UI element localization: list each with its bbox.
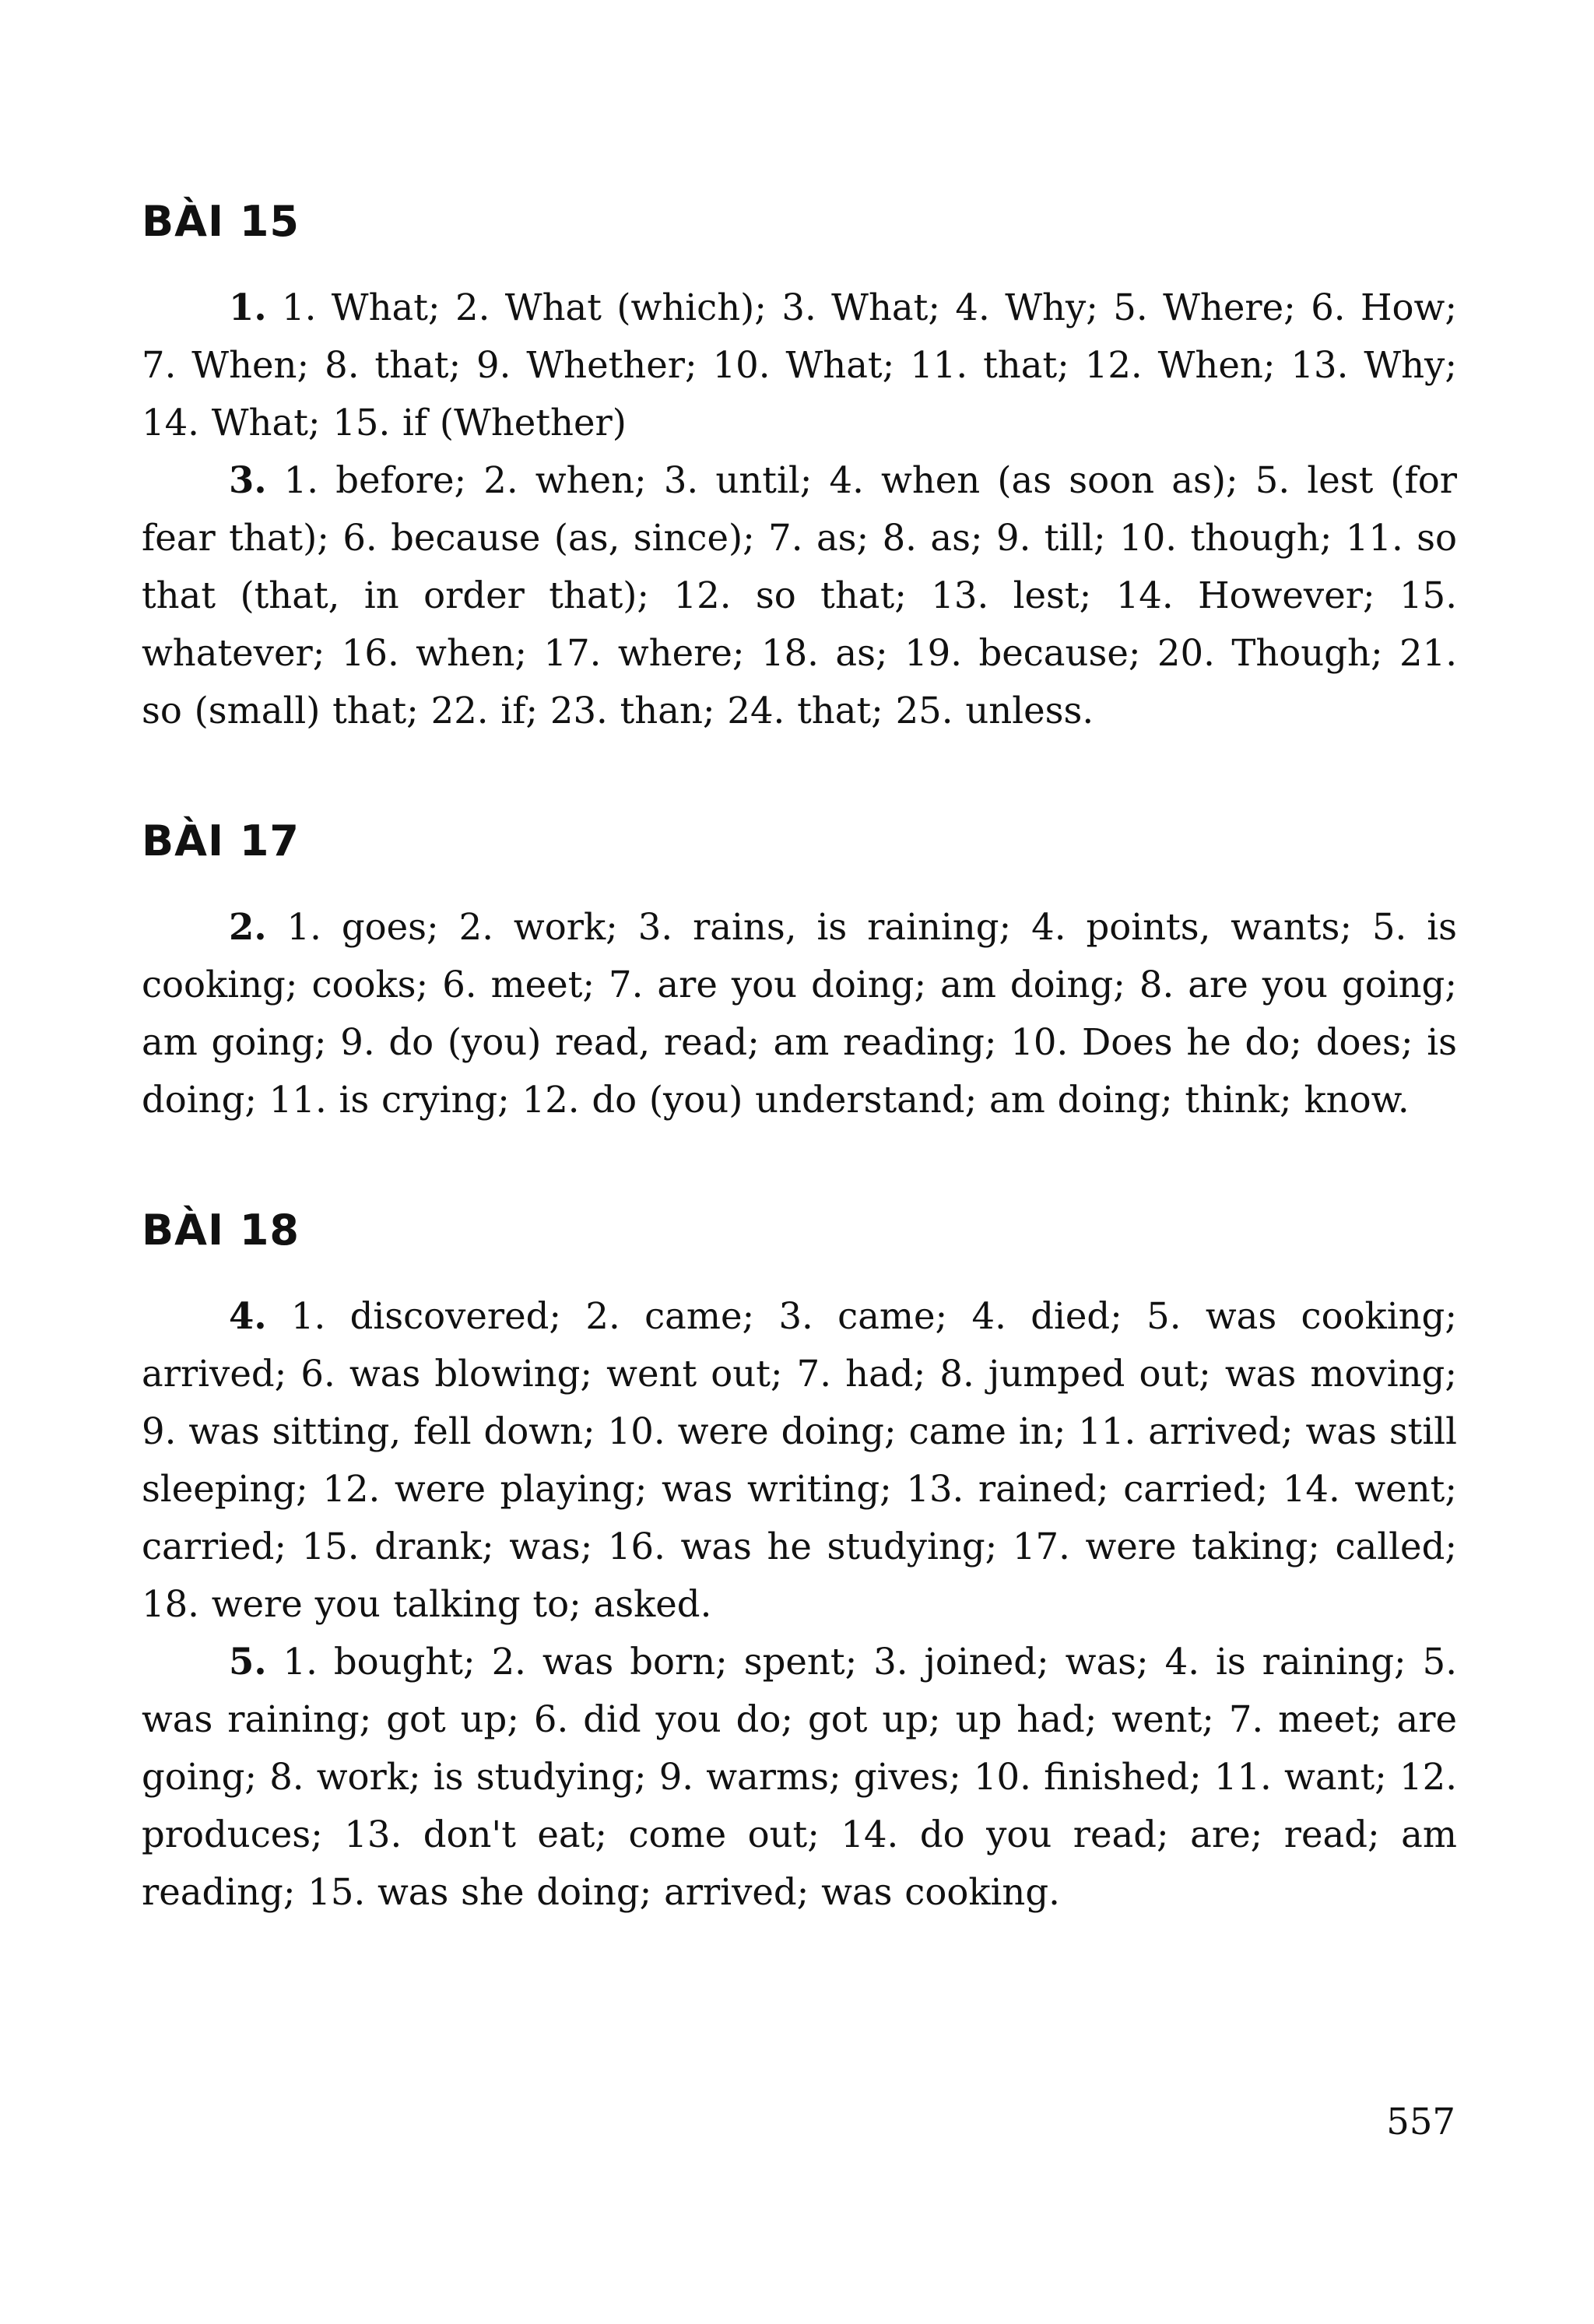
answer-paragraph	[142, 898, 1457, 1129]
answer-paragraph	[142, 1287, 1457, 1633]
section-bai-17	[142, 814, 1457, 1129]
section-heading: BÀI 18	[142, 1206, 300, 1255]
exercise-number: 3.	[229, 458, 267, 501]
answer-text: 1. What; 2. What (which); 3. What; 4. Why; 5. Where; 6. How; 7. When; 8. that; 9. Whether; 10. What; 11. that; 12. When; 13. Why; 14. What; 15. if (Whether)	[142, 286, 1457, 444]
answer-text: 1. discovered; 2. came; 3. came; 4. died; 5. was cooking; arrived; 6. was blowing; went out; 7. had; 8. jumped out; was moving; 9. was sitting, fell down; 10. were doing; came in; 11. arrived; was still sleeping; 12. were playing; was writing; 13. rained; carried; 14. went; carried; 15. drank; was; 16. was he studying; 17. were taking; called; 18. were you talking to; asked.	[142, 1295, 1457, 1625]
section-heading: BÀI 17	[142, 816, 300, 865]
exercise-number: 5.	[229, 1640, 267, 1683]
answer-text: 1. bought; 2. was born; spent; 3. joined; was; 4. is raining; 5. was raining; got up; 6. did you do; got up; up had; went; 7. meet; are going; 8. work; is studying; 9. warms; gives; 10. finished; 11. want; 12. produces; 13. don't eat; come out; 14. do you read; are; read; am reading; 15. was she doing; arrived; was cooking.	[142, 1641, 1458, 1913]
exercise-number: 4.	[229, 1294, 267, 1337]
page-number: 557	[1386, 2101, 1455, 2143]
answer-key-page	[142, 195, 1457, 1921]
section-bai-15	[142, 195, 1457, 739]
answer-paragraph	[142, 451, 1457, 739]
section-bai-18	[142, 1203, 1457, 1921]
answer-text: 1. goes; 2. work; 3. rains, is raining; 4. points, wants; 5. is cooking; cooks; 6. meet; 7. are you doing; am doing; 8. are you going; am going; 9. do (you) read, read; am reading; 10. Does he do; does; is doing; 11. is crying; 12. do (you) understand; am doing; think; know.	[142, 906, 1458, 1121]
exercise-number: 2.	[229, 905, 267, 948]
answer-paragraph	[142, 279, 1457, 451]
section-heading: BÀI 15	[142, 197, 300, 246]
answer-paragraph	[142, 1633, 1457, 1921]
exercise-number: 1.	[229, 286, 267, 328]
answer-text: 1. before; 2. when; 3. until; 4. when (as soon as); 5. lest (for fear that); 6. because (as, since); 7. as; 8. as; 9. till; 10. though; 11. so that (that, in order that); 12. so that; 13. lest; 14. However; 15. whatever; 16. when; 17. where; 18. as; 19. because; 20. Though; 21. so (small) that; 22. if; 23. than; 24. that; 25. unless.	[142, 459, 1457, 732]
